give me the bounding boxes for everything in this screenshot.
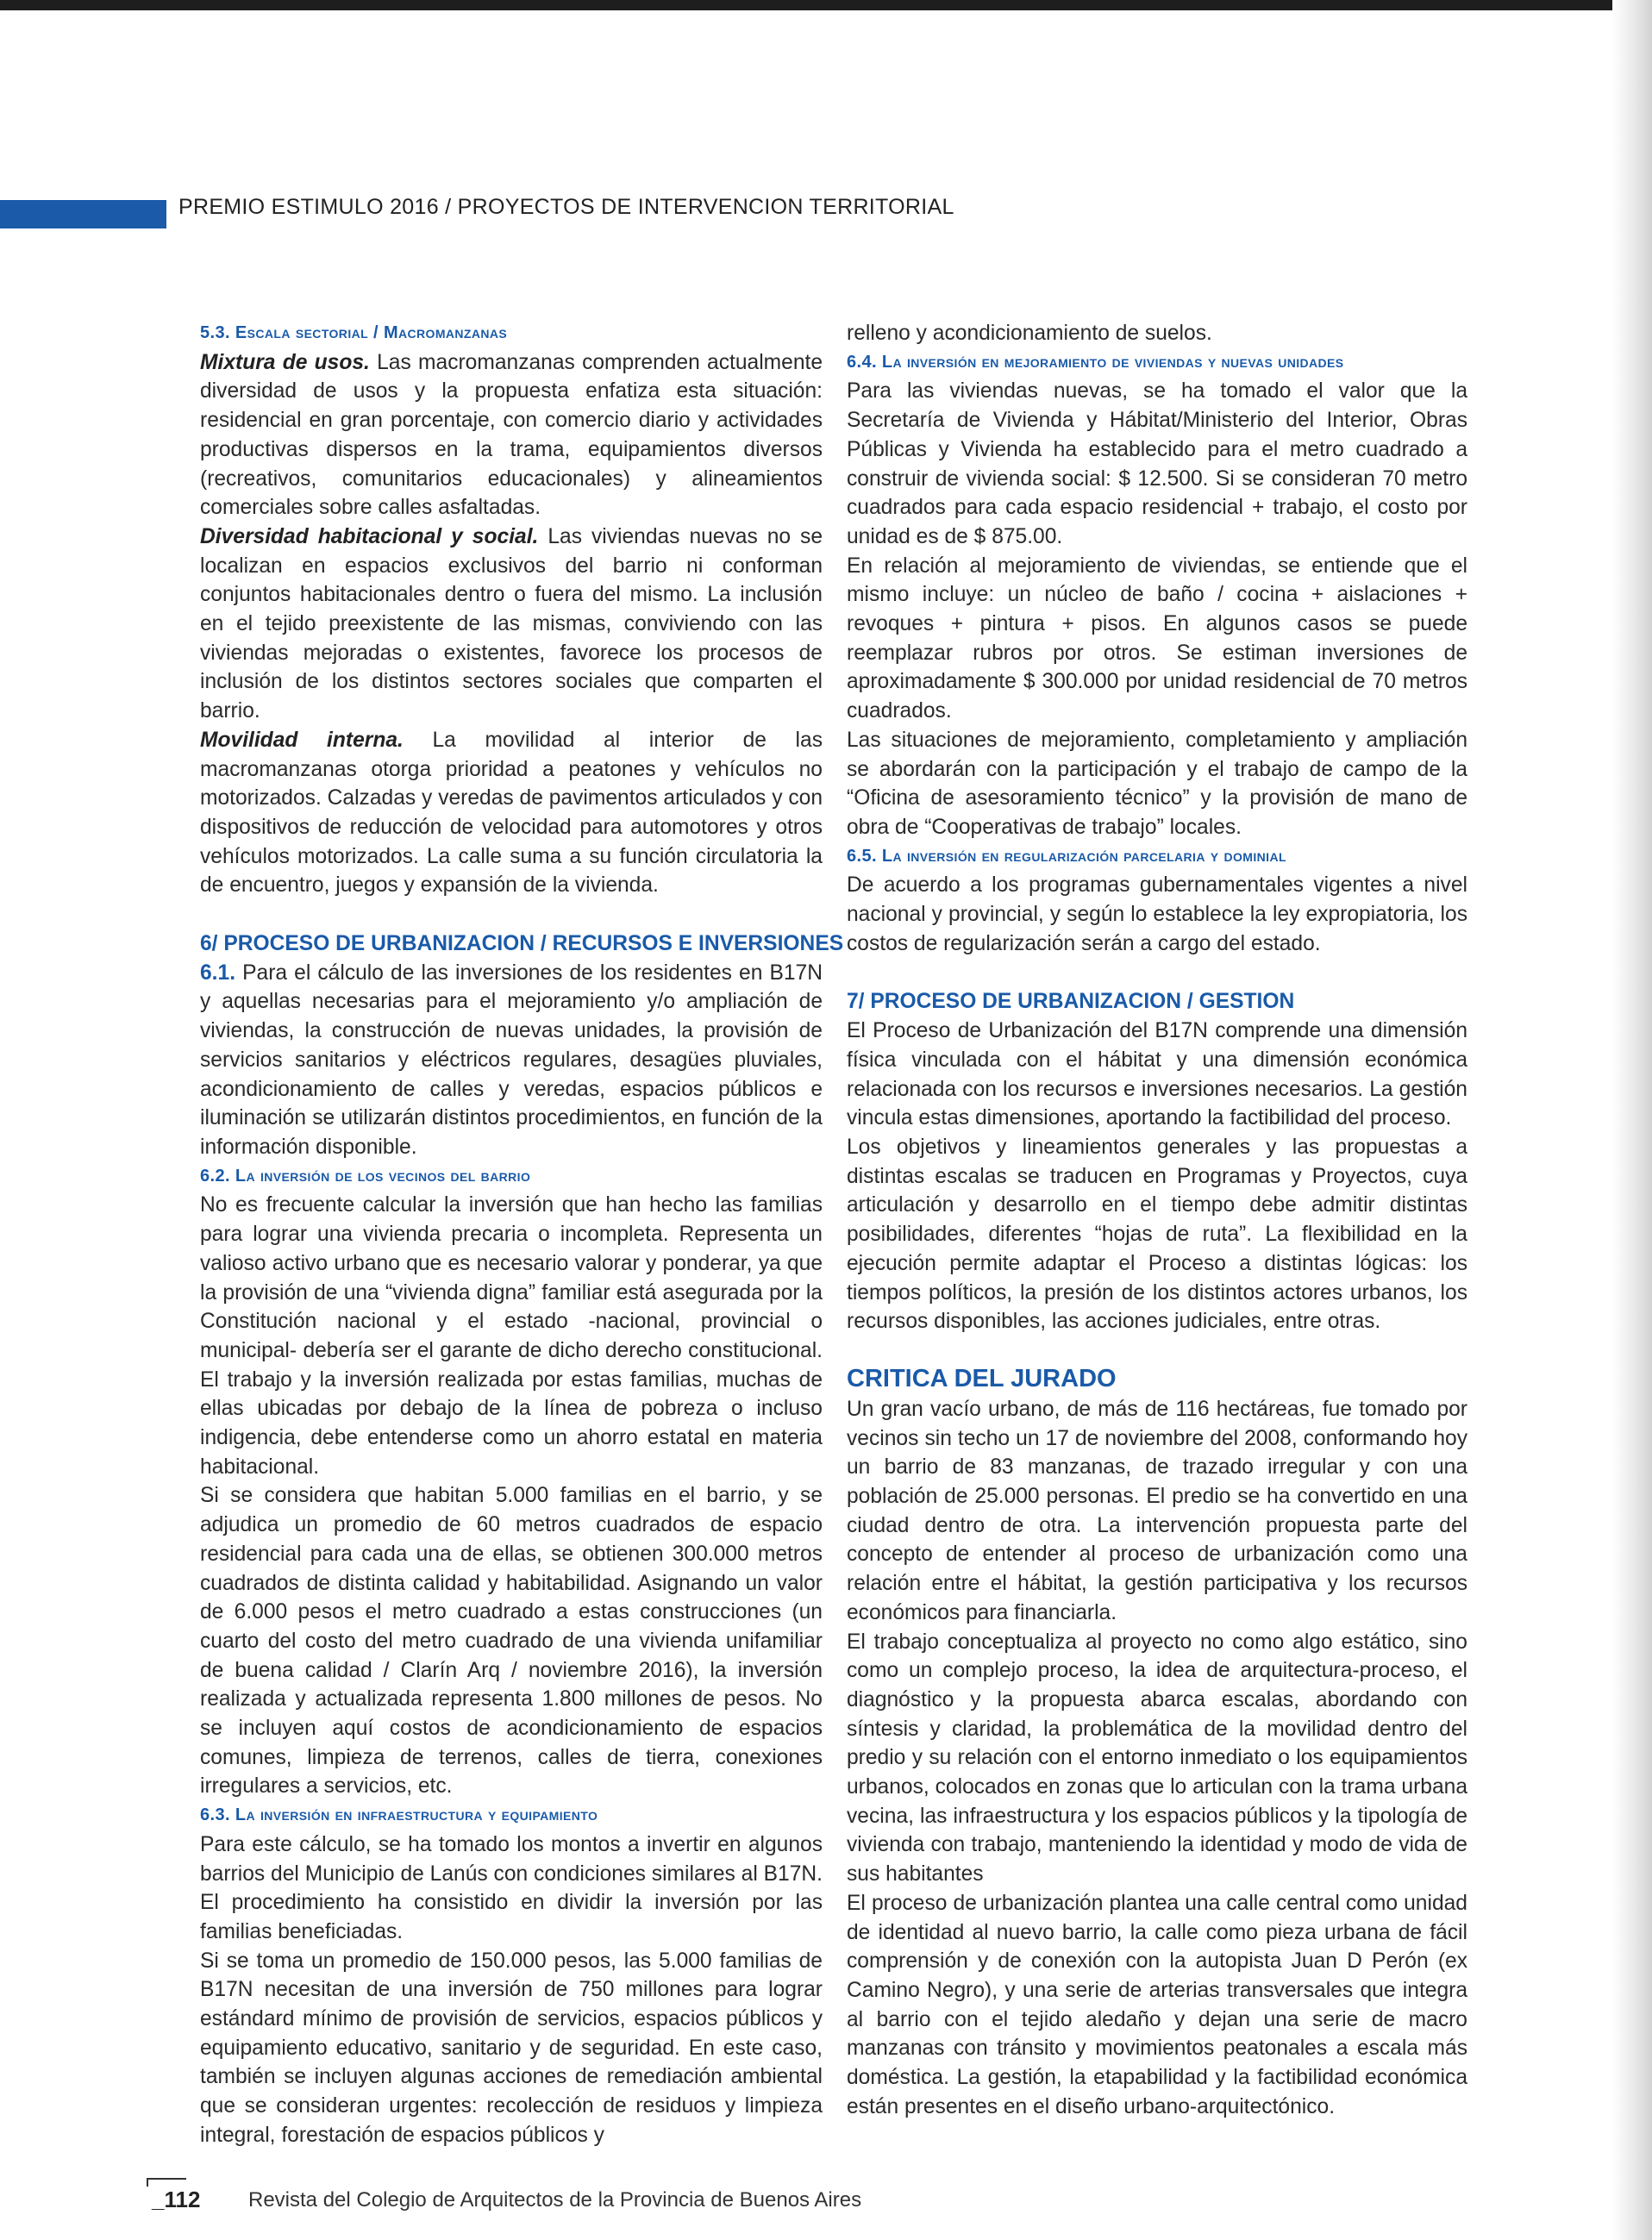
footer-rule-tick	[147, 2178, 148, 2187]
subsection-heading-6-5: 6.5. La inversión en regularización parcelaria y dominial	[847, 846, 1286, 866]
subsection-heading-6-4: 6.4. La inversión en mejoramiento de viviendas y nuevas unidades	[847, 352, 1344, 372]
paragraph-6-3-a: Para este cálculo, se ha tomado los montos a invertir en algunos barrios del Municipio de Lanús con condiciones similares al B17N. El procedimiento ha consistido en dividir la inversión por las familias beneficiadas.	[200, 1832, 823, 1943]
publication-name: Revista del Colegio de Arquitectos de la Provincia de Buenos Aires	[248, 2188, 862, 2212]
paragraph-movilidad-interna	[200, 726, 823, 900]
paragraph-7-b: Los objetivos y lineamientos generales y las propuestas a distintas escalas se traducen en Programas y Proyectos, cuya articulación y desarrollo en el tiempo debe admitir distintas posibilidades, diferentes “hojas de ruta”. La flexibilidad en la ejecución permite adaptar el Proceso a distintas lógicas: los tiempos políticos, la presión de los distintos actores urbanos, los recursos disponibles, las acciones judiciales, entre otras.	[847, 1135, 1467, 1334]
paragraph-critica-b: El trabajo conceptualiza al proyecto no como algo estático, sino como un complejo proceso, la idea de arquitectura-proceso, el diagnóstico y la propuesta abarca escalas, abordando con síntesis y claridad, la problemática de la movilidad dentro del predio y su relación con el entorno inmediato o los equipamientos urbanos, colocados en zonas que lo articulan con la trama urbana vecina, las infraestructura y los espacios públicos y la tipología de vivienda con trabajo, manteniendo la identidad y modo de vida de sus habitantes	[847, 1630, 1467, 1886]
paragraph-diversidad-habitacional	[200, 522, 823, 726]
paragraph-critica-c: El proceso de urbanización plantea una calle central como unidad de identidad al nuevo barrio, la calle como pieza urbana de fácil comprensión y de conexión con la autopista Juan D Perón (ex Camino Negro), y una serie de arterias transversales que integra al barrio con el tejido aledaño y dejan una serie de macro manzanas con tránsito y movimientos peatonales a escala más doméstica. La gestión, la etapabilidad y la factibilidad económica están presentes en el diseño urbano-arquitectónico.	[847, 1891, 1467, 2118]
page-number: _112	[152, 2187, 201, 2212]
paragraph-text: La movilidad al interior de las macromanzanas otorga prioridad a peatones y vehículos no motorizados. Calzadas y veredas de pavimentos articulados y con dispositivos de reducción de velocidad para automotores y otros vehículos motorizados. La calle suma a su función circulatoria la de encuentro, juegos y expansión de la vivienda.	[200, 728, 823, 898]
paragraph-mixtura-de-usos	[200, 348, 823, 522]
paragraph-critica-a: Un gran vacío urbano, de más de 116 hectáreas, fue tomado por vecinos sin techo un 17 de noviembre del 2008, conformando hoy un barrio de 83 manzanas, de trazado irregular y con una población de 25.000 personas. El predio se ha convertido en una ciudad dentro de otra. La intervención propuesta parte del concepto de entender al proceso de urbanización como una relación entre el hábitat, la gestión participativa y los recursos económicos para financiarla.	[847, 1397, 1467, 1624]
paragraph-6-5: De acuerdo a los programas gubernamentales vigentes a nivel nacional y provincial, y según lo establece la ley expropiatoria, los costos de regularización serán a cargo del estado.	[847, 873, 1467, 955]
page-gutter-shadow	[1612, 0, 1652, 2240]
right-column	[847, 319, 1467, 2121]
paragraph-6-2-b: Si se considera que habitan 5.000 familias en el barrio, y se adjudica un promedio de 60 metros cuadrados de espacio residencial para cada una de ellas, se obtienen 300.000 metros cuadrados de distinta calidad y habitabilidad. Asignando un valor de 6.000 pesos el metro cuadrado a estas construcciones (un cuarto del costo del metro cuadrado de una vivienda unifamiliar de buena calidad / Clarín Arq / noviembre 2016), la inversión realizada y actualizada representa 1.800 millones de pesos. No se incluyen aquí costos de acondicionamiento de espacios comunes, limpieza de terrenos, calles de tierra, conexiones irregulares a servicios, etc.	[200, 1484, 823, 1799]
section-gap	[847, 958, 1467, 987]
section-heading-7: 7/ PROCESO DE URBANIZACION / GESTION	[847, 990, 1295, 1014]
subsection-heading-6-2: 6.2. La inversión de los vecinos del barrio	[200, 1166, 531, 1186]
running-header: PREMIO ESTIMULO 2016 / PROYECTOS DE INTERVENCION TERRITORIAL	[178, 195, 954, 219]
critica-heading: CRITICA DEL JURADO	[847, 1364, 1117, 1392]
subsection-heading-5-3: 5.3. Escala sectorial / Macromanzanas	[200, 323, 508, 342]
section-heading-6: 6/ PROCESO DE URBANIZACION / RECURSOS E INVERSIONES	[200, 932, 844, 956]
paragraph-6-4-c: Las situaciones de mejoramiento, completamiento y ampliación se abordarán con la participación y el trabajo de campo de la “Oficina de asesoramiento técnico” y la provisión de mano de obra de “Cooperativas de trabajo” locales.	[847, 728, 1467, 839]
paragraph-text: Para el cálculo de las inversiones de los residentes en B17N y aquellas necesarias para el mejoramiento y/o ampliación de viviendas, la construcción de nuevas unidades, la provisión de servicios sanitarios y eléctricos regulares, desagües pluviales, acondicionamiento de calles y veredas, espacios públicos e iluminación se utilizarán distintos procedimientos, en función de la información disponible.	[200, 960, 823, 1159]
page-top-edge	[0, 0, 1652, 10]
paragraph-text: Las viviendas nuevas no se localizan en espacios exclusivos del barrio ni conforman conjuntos habitacionales dentro o fuera del mismo. La inclusión en el tejido preexistente de las mismas, conviviendo con las viviendas mejoradas o existentes, favorece los procesos de inclusión de los distintos sectores sociales que comparten el barrio.	[200, 524, 823, 723]
paragraph-lead: Diversidad habitacional y social.	[200, 524, 539, 548]
subsection-heading-6-3: 6.3. La inversión en infraestructura y equipamiento	[200, 1805, 598, 1825]
paragraph-6-2-a: No es frecuente calcular la inversión que han hecho las familias para lograr una vivienda precaria o incompleta. Representa un valioso activo urbano que es necesario valorar y ponderar, ya que la provisión de una “vivienda digna” familiar está asegurada por la Constitución nacional y el estado -nacional, provincial o municipal- debería ser el garante de dicho derecho constitucional. El trabajo y la inversión realizada por estas familias, muchas de ellas ubicadas por debajo de la línea de pobreza o incluso indigencia, debe entenderse como un ahorro estatal en materia habitacional.	[200, 1193, 823, 1479]
paragraph-lead: Movilidad interna.	[200, 728, 404, 752]
paragraph-6-4-b: En relación al mejoramiento de viviendas, se entiende que el mismo incluye: un núcleo de baño / cocina + aislaciones + revoques + pintura + pisos. En algunos casos se puede reemplazar rubros por otros. Se estiman inversiones de aproximadamente $ 300.000 por unidad residencial de 70 metros cuadrados.	[847, 554, 1467, 723]
paragraph-6-3-continued: relleno y acondicionamiento de suelos.	[847, 322, 1212, 345]
paragraph-7-a: El Proceso de Urbanización del B17N comprende una dimensión física vinculada con el hábitat y una dimensión económica relacionada con los recursos e inversiones necesarios. La gestión vincula estas dimensiones, aportando la factibilidad del proceso.	[847, 1019, 1467, 1130]
paragraph-6-1	[200, 959, 823, 1162]
paragraph-6-3-b: Si se toma un promedio de 150.000 pesos, las 5.000 familias de B17N necesitan de una inversión de 750 millones para lograr estándard mínimo de provisión de servicios, espacios públicos y equipamiento educativo, sanitario y de seguridad. En este caso, también se incluyen algunas acciones de remediación ambiental que se consideran urgentes: recolección de residuos y limpieza integral, forestación de espacios públicos y	[200, 1949, 823, 2147]
section-gap	[847, 1336, 1467, 1362]
paragraph-lead: Mixtura de usos.	[200, 350, 370, 374]
footer-rule	[147, 2178, 186, 2180]
paragraph-6-4-a: Para las viviendas nuevas, se ha tomado el valor que la Secretaría de Vivienda y Hábitat/Ministerio del Interior, Obras Públicas y Vivienda ha establecido para el metro cuadrado a construir de vivienda social: $ 12.500. Si se consideran 70 metro cuadrados para cada espacio residencial + trabajo, el costo por unidad es de $ 875.00.	[847, 379, 1467, 548]
left-column	[200, 319, 844, 2150]
header-accent-bar	[0, 200, 166, 228]
paragraph-text: Las macromanzanas comprenden actualmente diversidad de usos y la propuesta enfatiza esta situación: residencial en gran porcentaje, con comercio diario y actividades productivas dispersos en la trama, equipamientos diversos (recreativos, comunitarios educacionales) y alineamientos comerciales sobre calles asfaltadas.	[200, 350, 823, 520]
section-gap	[200, 900, 823, 929]
subsection-number: 6.1.	[200, 960, 236, 985]
